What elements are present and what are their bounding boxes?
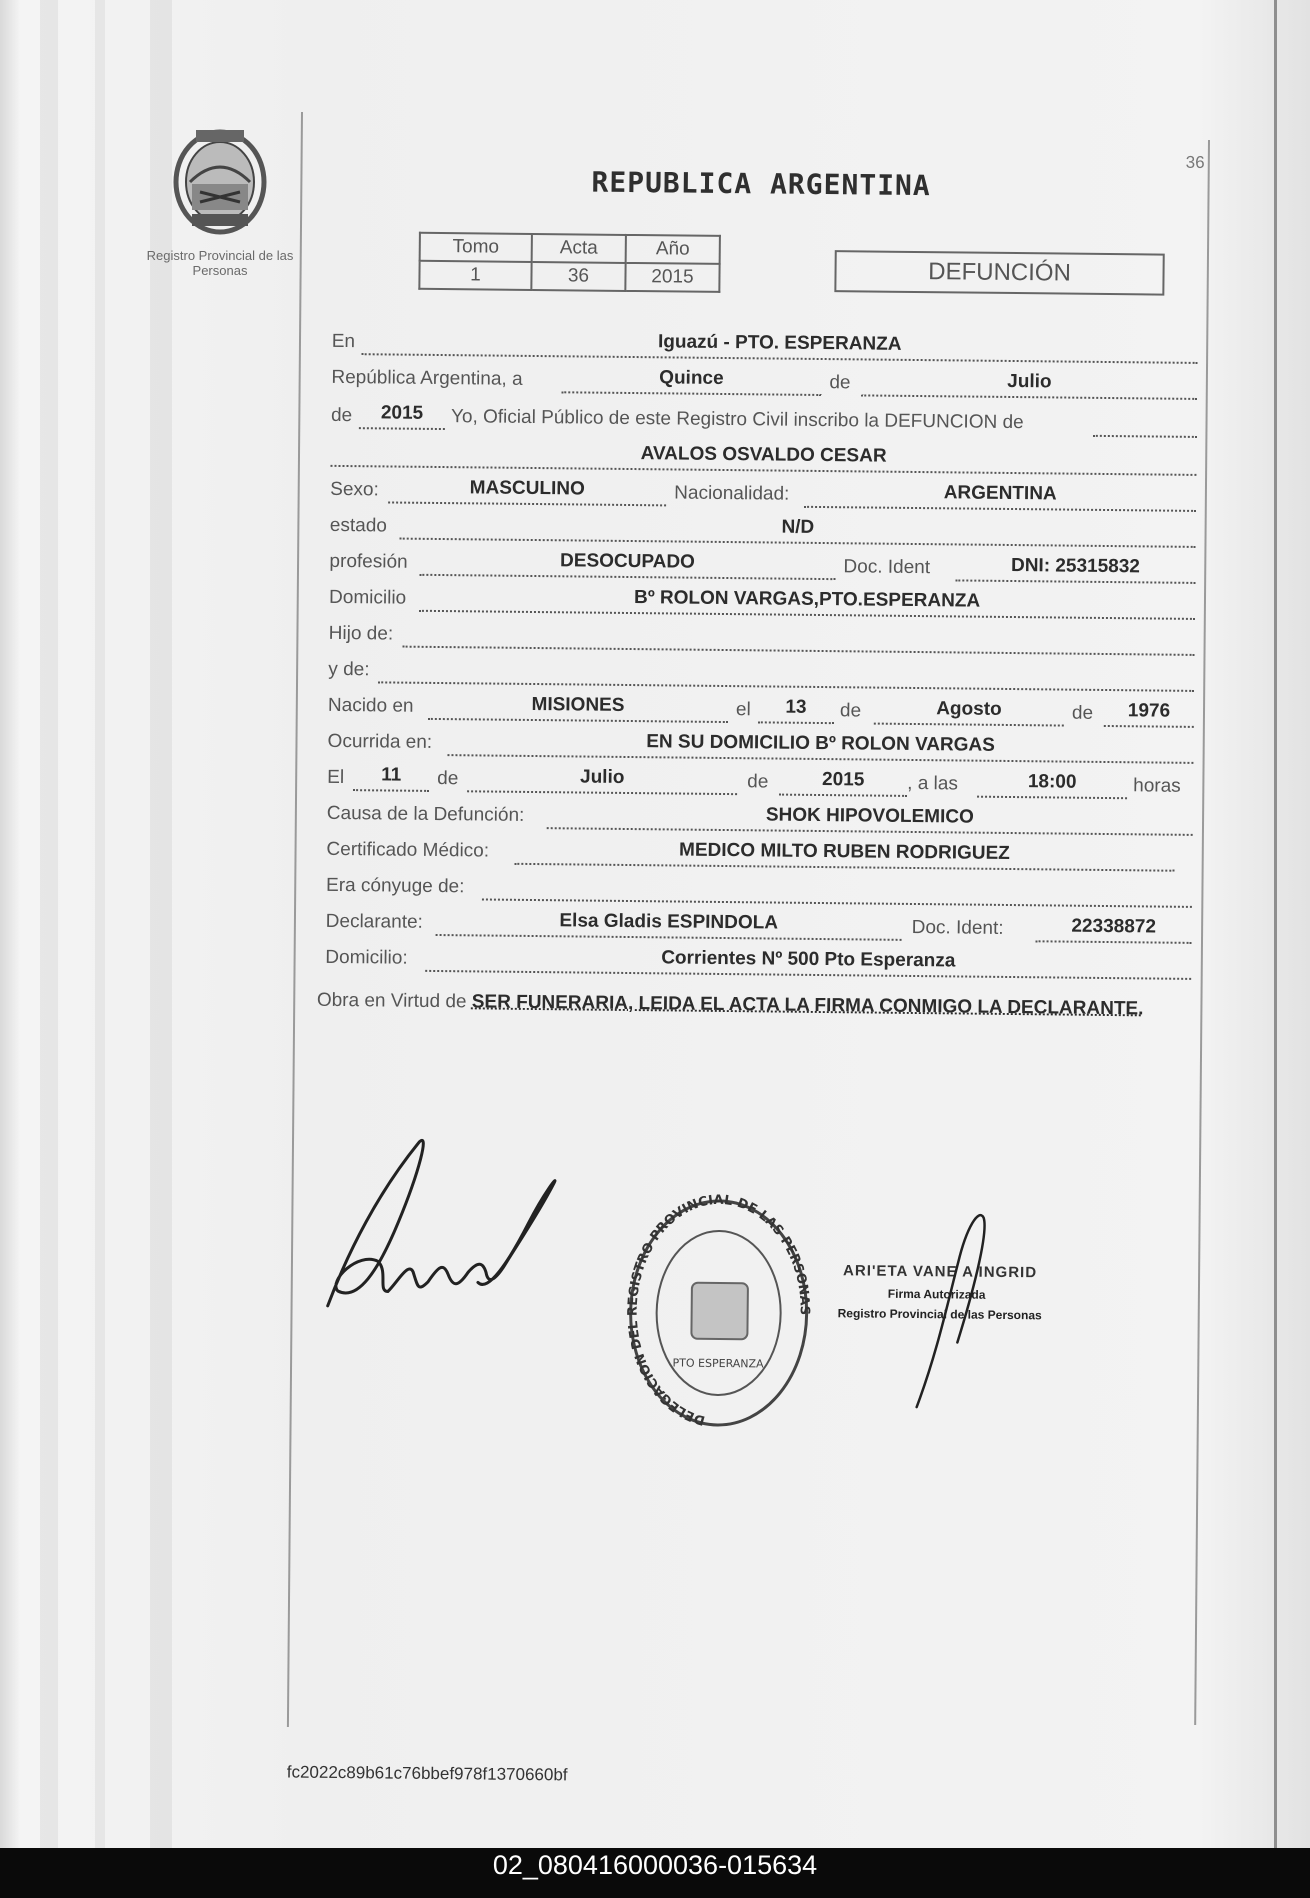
row-born [328, 691, 1194, 730]
document-title: REPUBLICA ARGENTINA [591, 165, 931, 203]
act-type-box: DEFUNCIÓN [834, 250, 1164, 295]
official-stamp [624, 1192, 813, 1434]
label-de: de [839, 700, 862, 722]
label-el: El [327, 766, 345, 789]
field-month: Julio [861, 368, 1197, 400]
row-date [331, 363, 1197, 402]
statement-text: Yo, Oficial Público de este Registro Civil inscribo la DEFUNCION de [450, 406, 1024, 434]
table-header-cell: Acta [532, 234, 626, 263]
field-occurred-in: EN SU DOMICILIO Bº ROLON VARGAS [447, 728, 1193, 764]
row-spouse [326, 871, 1192, 910]
field-and-of [378, 655, 1194, 692]
declarant-signature [318, 1131, 580, 1324]
field-birth-day: 13 [758, 695, 834, 724]
label-obra: Obra en Virtud de [316, 989, 467, 1013]
field-certificate: MEDICO MILTO RUBEN RODRIGUEZ [514, 837, 1174, 872]
field-birth-month: Agosto [874, 697, 1064, 727]
field-status: N/D [400, 512, 1196, 548]
official-org: Registro Provincial de las Personas [837, 1306, 1042, 1323]
official-signature [887, 1202, 1019, 1413]
field-declarant-address: Corrientes Nº 500 Pto Esperanza [425, 944, 1191, 980]
row-cause [327, 799, 1193, 838]
row-name [330, 439, 1196, 478]
label-spouse: Era cónyuge de: [325, 874, 465, 898]
stamp-center-text: PTO ESPERANZA [672, 1356, 764, 1371]
field-deceased-name: AVALOS OSVALDO CESAR [330, 439, 1196, 476]
label-occurred-in: Ocurrida en: [327, 730, 433, 753]
row-certificate [326, 835, 1192, 874]
field-year: 2015 [359, 401, 445, 430]
label-el: el [735, 699, 751, 721]
field-day: Quince [561, 365, 821, 396]
label-child-of: Hijo de: [328, 622, 394, 645]
label-declarant: Declarante: [325, 910, 423, 933]
field-birthplace: MISIONES [428, 692, 728, 723]
document-hash: fc2022c89b61c76bbef978f1370660bf [286, 1762, 568, 1785]
obra-paragraph [317, 989, 1177, 1022]
label-de: de [829, 372, 851, 394]
official-name: ARI'ETA VANE A INGRID [842, 1262, 1038, 1282]
field-doc-ident: DNI: 25315832 [955, 553, 1195, 584]
label-born-in: Nacido en [327, 694, 414, 717]
label-doc-ident: Doc. Ident [843, 556, 931, 579]
stamp-ring-text: DELEGACION DEL REGISTRO PROVINCIAL DE LAS PERSONAS [625, 1192, 812, 1428]
row-declarant-address [325, 943, 1191, 982]
table-row [419, 261, 719, 292]
row-child-of [329, 619, 1195, 658]
field-death-day: 11 [353, 763, 429, 792]
page-number: 36 [1185, 152, 1205, 172]
row-address [329, 583, 1195, 622]
label-en: En [331, 330, 356, 353]
label-de: de [1071, 702, 1094, 724]
field-child-of [403, 620, 1195, 656]
label-and-of: y de: [328, 658, 370, 681]
label-nationality: Nacionalidad: [674, 482, 790, 505]
field-death-time: 18:00 [977, 770, 1127, 800]
table-cell: 1 [419, 261, 531, 290]
row-and-of [328, 655, 1194, 694]
field-obra: SER FUNERARIA, LEIDA EL ACTA LA FIRMA CONMIGO LA DECLARANTE. [471, 991, 1144, 1020]
table-cell: 36 [531, 262, 625, 291]
row-sex [330, 475, 1196, 514]
field-blank [1093, 409, 1197, 438]
field-death-year: 2015 [779, 768, 907, 797]
label-certificate: Certificado Médico: [326, 838, 490, 862]
registry-label: Registro Provincial de las Personas [146, 248, 294, 278]
official-title: Firma Autorizada [887, 1286, 986, 1302]
field-birth-year: 1976 [1104, 699, 1194, 728]
label-at: , a las [907, 772, 959, 795]
label-sex: Sexo: [330, 478, 379, 501]
label-date: República Argentina, a [331, 366, 523, 390]
label-cause: Causa de la Defunción: [326, 802, 525, 826]
field-declarant: Elsa Gladis ESPINDOLA [436, 908, 902, 941]
field-profession: DESOCUPADO [419, 548, 835, 580]
field-cause: SHOK HIPOVOLEMICO [547, 801, 1193, 836]
label-hours: horas [1133, 775, 1181, 797]
field-declarant-doc: 22338872 [1036, 914, 1192, 944]
registration-table [418, 232, 721, 293]
table-cell: 2015 [625, 263, 719, 292]
row-death-date [327, 763, 1193, 802]
table-header-row [420, 233, 720, 264]
field-spouse [482, 872, 1192, 907]
row-place [332, 327, 1198, 366]
label-doc-ident: Doc. Ident: [911, 916, 1004, 939]
field-death-month: Julio [467, 764, 737, 795]
label-profession: profesión [329, 550, 408, 573]
label-de: de [437, 767, 459, 790]
label-address: Domicilio [329, 586, 407, 609]
table-header-cell: Año [626, 235, 720, 264]
field-place: Iguazú - PTO. ESPERANZA [362, 327, 1198, 364]
row-marital-status [330, 511, 1196, 550]
field-sex: MASCULINO [388, 475, 666, 506]
label-de: de [747, 771, 769, 793]
label-status: estado [329, 514, 388, 537]
label-de: de [330, 404, 353, 427]
row-profession [329, 547, 1195, 586]
document-id: 02_080416000036-015634 [492, 1850, 818, 1880]
row-year [331, 401, 1197, 440]
table-header-cell: Tomo [420, 233, 532, 262]
field-nationality: ARGENTINA [804, 480, 1196, 512]
label-address: Domicilio: [325, 946, 408, 969]
row-declarant [326, 907, 1192, 946]
row-occurred [327, 727, 1193, 766]
field-address: Bº ROLON VARGAS,PTO.ESPERANZA [419, 584, 1195, 620]
